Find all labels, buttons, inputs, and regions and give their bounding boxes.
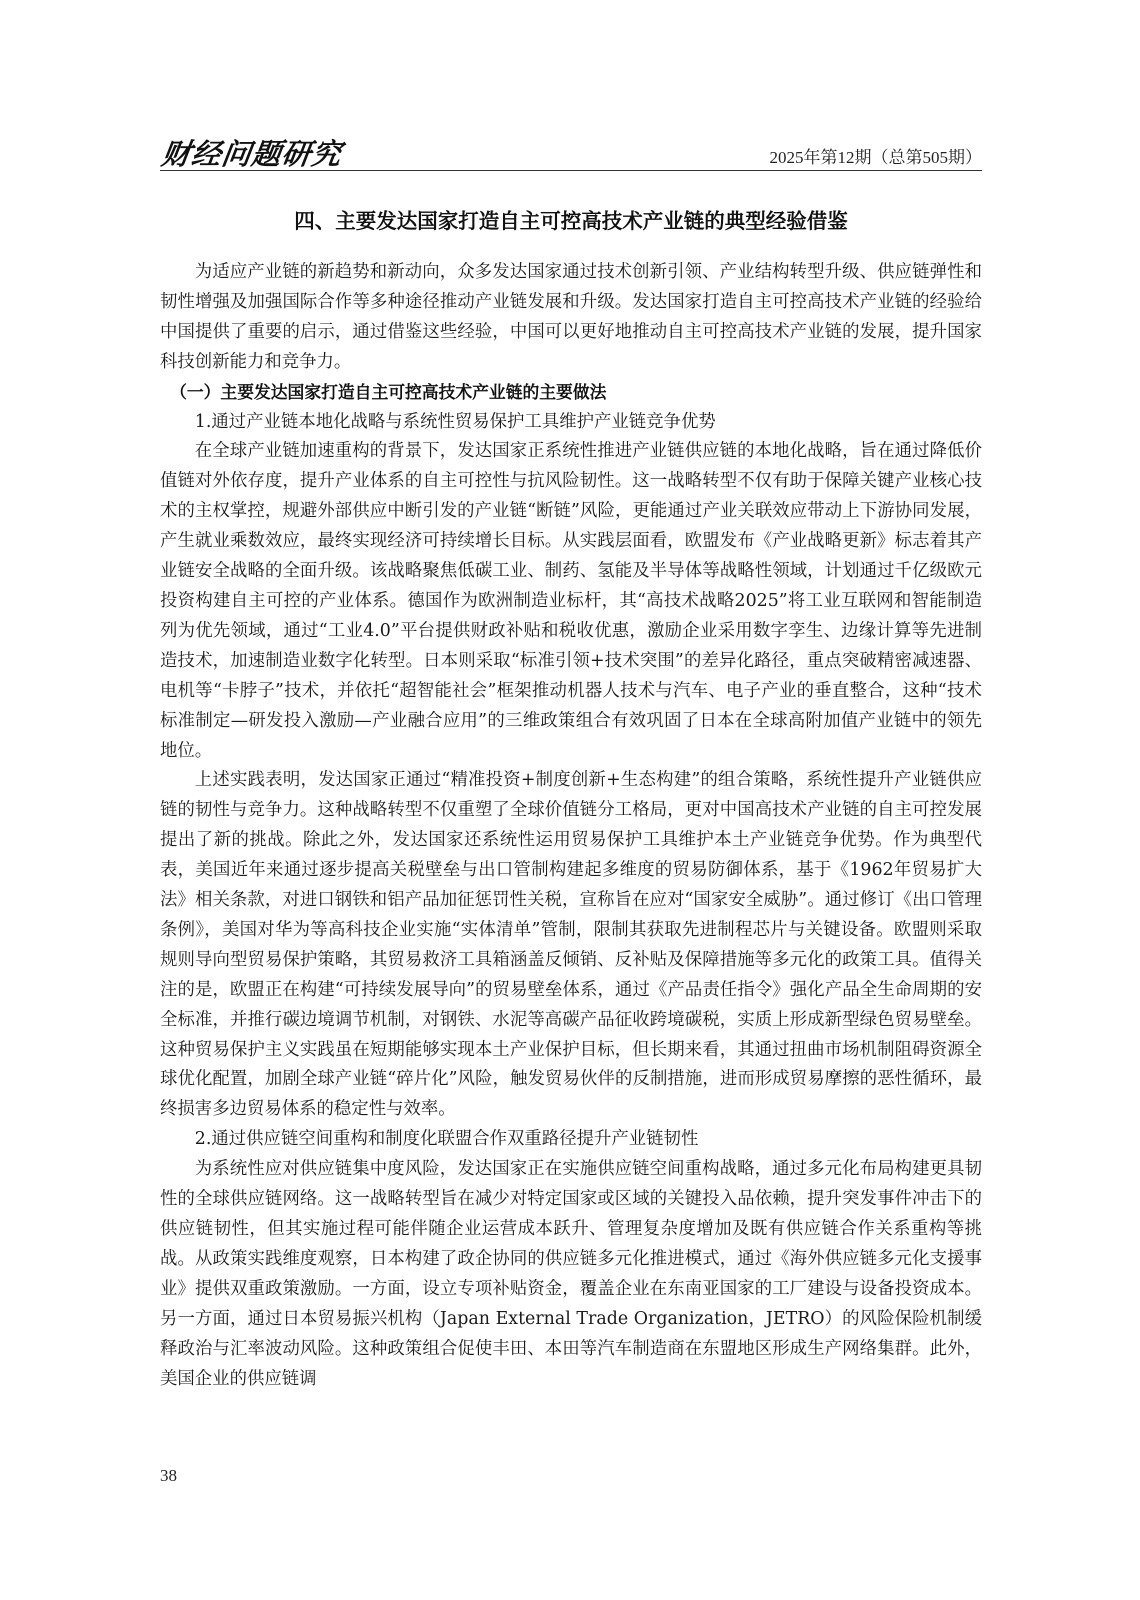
running-header <box>160 128 982 171</box>
issue-info: 2025年第12期（总第505期） <box>769 148 982 167</box>
journal-logo: 财经问题研究 <box>159 137 345 171</box>
subsection-heading: （一）主要发达国家打造自主可控高技术产业链的主要做法 <box>170 381 607 402</box>
body-paragraph: 上述实践表明，发达国家正通过“精准投资+制度创新+生态构建”的组合策略，系统性提升产业链供应链的韧性与竞争力。这种战略转型不仅重塑了全球价值链分工格局，更对中国高技术产业链的自主可控发展提出了新的挑战。除此之外，发达国家还系统性运用贸易保护工具维护本土产业链竞争优势。作为典型代表，美国近年来通过逐步提高关税壁垒与出口管制构建起多维度的贸易防御体系，基于《1962年贸易扩大法》相关条款，对进口钢铁和铝产品加征惩罚性关税，宣称旨在应对“国家安全威胁”。通过修订《出口管理条例》，美国对华为等高科技企业实施“实体清单”管制，限制其获取先进制程芯片与关键设备。欧盟则采取规则导向型贸易保护策略，其贸易救济工具箱涵盖反倾销、反补贴及保障措施等多元化的政策工具。值得关注的是，欧盟正在构建“可持续发展导向”的贸易壁垒体系，通过《产品责任指令》强化产品全生命周期的安全标准，并推行碳边境调节机制，对钢铁、水泥等高碳产品征收跨境碳税，实质上形成新型绿色贸易壁垒。这种贸易保护主义实践虽在短期能够实现本土产业保护目标，但长期来看，其通过扭曲市场机制阻碍资源全球优化配置，加剧全球产业链“碎片化”风险，触发贸易伙伴的反制措施，进而形成贸易摩擦的恶性循环，最终损害多边贸易体系的稳定性与效率。 <box>160 770 982 1120</box>
intro-paragraph: 为适应产业链的新趋势和新动向，众多发达国家通过技术创新引领、产业结构转型升级、供应链弹性和韧性增强及加强国际合作等多种途径推动产业链发展和升级。发达国家打造自主可控高技术产业链的经验给中国提供了重要的启示，通过借鉴这些经验，中国可以更好地推动自主可控高技术产业链的发展，提升国家科技创新能力和竞争力。 <box>160 262 982 372</box>
point-2-heading: 2.通过供应链空间重构和制度化联盟合作双重路径提升产业链韧性 <box>194 1129 699 1150</box>
body-paragraph: 在全球产业链加速重构的背景下，发达国家正系统性推进产业链供应链的本地化战略，旨在通过降低价值链对外依存度，提升产业体系的自主可控性与抗风险韧性。这一战略转型不仅有助于保障关键产业核心技术的主权掌控，规避外部供应中断引发的产业链“断链”风险，更能通过产业关联效应带动上下游协同发展，产生就业乘数效应，最终实现经济可持续增长目标。从实践层面看，欧盟发布《产业战略更新》标志着其产业链安全战略的全面升级。该战略聚焦低碳工业、制药、氢能及半导体等战略性领域，计划通过千亿级欧元投资构建自主可控的产业体系。德国作为欧洲制造业标杆，其“高技术战略2025”将工业互联网和智能制造列为优先领域，通过“工业4.0”平台提供财政补贴和税收优惠，激励企业采用数字孪生、边缘计算等先进制造技术，加速制造业数字化转型。日本则采取“标准引领+技术突围”的差异化路径，重点突破精密减速器、电机等“卡脖子”技术，并依托“超智能社会”框架推动机器人技术与汽车、电子产业的垂直整合，这种“技术标准制定—研发投入激励—产业融合应用”的三维政策组合有效巩固了日本在全球高附加值产业链中的领先地位。 <box>160 441 982 761</box>
document-page <box>160 128 982 1394</box>
point-1-heading: 1.通过产业链本地化战略与系统性贸易保护工具维护产业链竞争优势 <box>194 411 716 432</box>
page-number: 38 <box>160 1466 177 1485</box>
section-title: 四、主要发达国家打造自主可控高技术产业链的典型经验借鉴 <box>294 209 848 233</box>
body-paragraph: 为系统性应对供应链集中度风险，发达国家正在实施供应链空间重构战略，通过多元化布局构建更具韧性的全球供应链网络。这一战略转型旨在减少对特定国家或区域的关键投入品依赖，提升突发事件冲击下的供应链韧性，但其实施过程可能伴随企业运营成本跃升、管理复杂度增加及既有供应链合作关系重构等挑战。从政策实践维度观察，日本构建了政企协同的供应链多元化推进模式，通过《海外供应链多元化支援事业》提供双重政策激励。一方面，设立专项补贴资金，覆盖企业在东南亚国家的工厂建设与设备投资成本。另一方面，通过日本贸易振兴机构（Japan External Trade Organization，JETRO）的风险保险机制缓释政治与汇率波动风险。这种政策组合促使丰田、本田等汽车制造商在东盟地区形成生产网络集群。此外，美国企业的供应链调 <box>160 1159 982 1389</box>
